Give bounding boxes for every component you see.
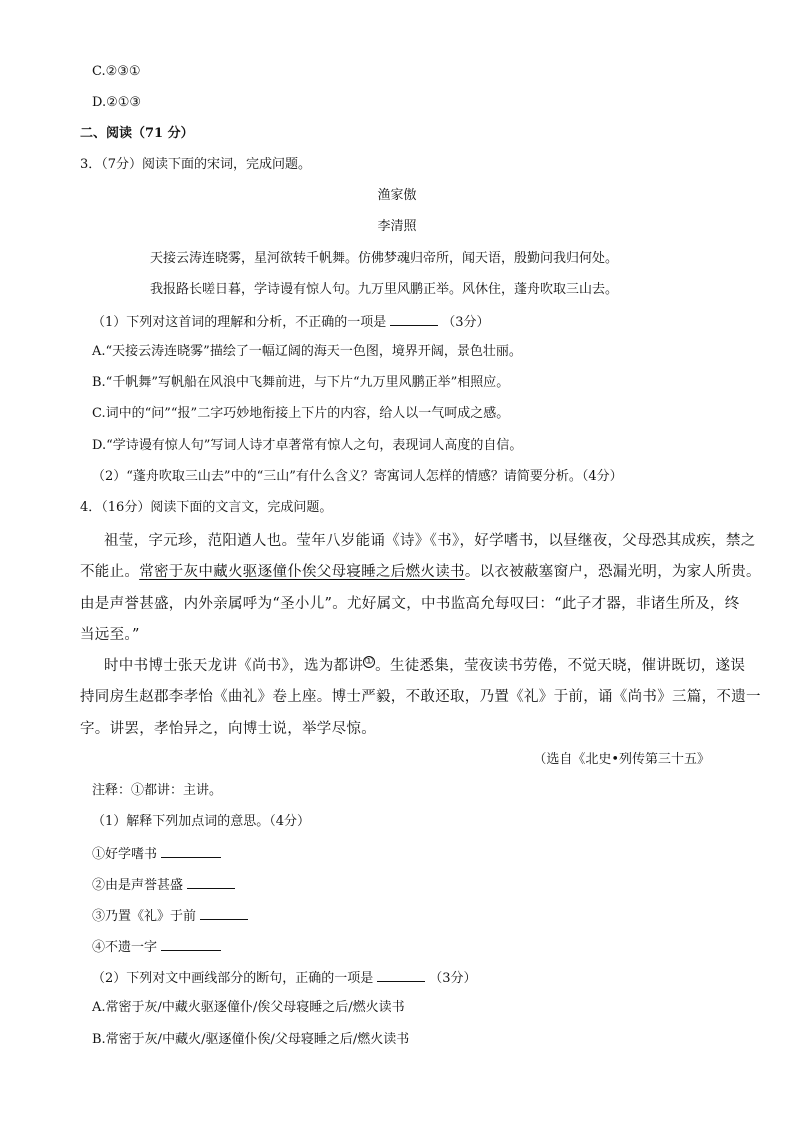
q4-option-a: A.常密于灰/中藏火驱逐僮仆/俟父母寝睡之后/燃火读书 — [92, 1000, 405, 1015]
q4-sub2-text: （2）下列对文中画线部分的断句，正确的一项是 — [92, 971, 374, 986]
poem-title: 渔家傲 — [377, 188, 417, 203]
answer-blank[interactable] — [377, 967, 425, 982]
word-item-2 — [92, 874, 239, 896]
section-heading-reading: 二、阅读（71 分） — [80, 126, 194, 141]
q3-sub1-text: （1）下列对这首词的理解和分析，不正确的一项是 — [92, 315, 387, 330]
q4-sub1: （1）解释下列加点词的意思。（4分） — [92, 814, 311, 829]
footnote: 注释：①都讲：主讲。 — [92, 783, 223, 798]
word-item-1-text: ①好学嗜书 — [92, 847, 158, 862]
q4-option-b: B.常密于灰/中藏火/驱逐僮仆俟/父母寝睡之后/燃火读书 — [92, 1032, 410, 1047]
q3-sub1 — [92, 311, 490, 333]
passage-p2-line2: 持同房生赵郡李孝怡《曲礼》卷上座。博士严毅，不敢还取，乃置《礼》于前，诵《尚书》三篇，不遗一 — [80, 689, 761, 705]
answer-blank[interactable] — [161, 843, 221, 858]
answer-blank[interactable] — [187, 874, 235, 889]
word-item-4 — [92, 936, 225, 958]
word-item-2-text: ②由是声誉甚盛 — [92, 878, 184, 893]
passage-p1-line2-start: 不能止。 — [80, 564, 140, 580]
passage-p2-line1-end: 。生徒悉集，莹夜读书劳倦，不觉天晓，催讲既切，遂误 — [375, 658, 746, 674]
poem-author: 李清照 — [377, 219, 417, 234]
word-item-3 — [92, 905, 252, 927]
q3-option-c: C.词中的“问”“报”二字巧妙地衔接上下片的内容，给人以一气呵成之感。 — [92, 406, 510, 421]
passage-p2-line1-start: 时中书博士张天龙讲《尚书》，选为都讲 — [104, 658, 364, 674]
passage-p1-line2-end: 。以衣被蔽塞窗户，恐漏光明，为家人所贵。 — [464, 564, 761, 580]
q3-sub2: （2）“蓬舟吹取三山去”中的“三山”有什么含义？寄寓词人怎样的情感？请简要分析。（4分） — [92, 469, 623, 484]
answer-blank[interactable] — [161, 936, 221, 951]
q3-option-b: B.“千帆舞”写帆船在风浪中飞舞前进，与下片“九万里风鹏正举”相照应。 — [92, 375, 510, 390]
passage-p1-line4: 当远至。” — [80, 627, 140, 643]
poem-line-1: 天接云涛连晓雾，星河欲转千帆舞。仿佛梦魂归帝所，闻天语，殷勤问我归何处。 — [150, 251, 619, 266]
q3-option-a: A.“天接云涛连晓雾”描绘了一幅辽阔的海天一色图，境界开阔，景色壮丽。 — [92, 344, 522, 359]
passage-p2-line3: 字。讲罢，孝怡异之，向博士说，举学尽惊。 — [80, 721, 376, 737]
answer-blank[interactable] — [200, 905, 248, 920]
answer-blank[interactable] — [390, 311, 438, 326]
option-d-prev: D.②①③ — [92, 95, 142, 110]
q3-option-d: D.“学诗谩有惊人句”写词人诗才卓著常有惊人之句，表现词人高度的自信。 — [92, 438, 523, 453]
word-item-4-text: ④不遗一字 — [92, 940, 158, 955]
underlined-sentence: 常密于灰中藏火驱逐僮仆俟父母寝睡之后燃火读书 — [139, 564, 465, 580]
passage-p1-line1: 祖莹，字元珍，范阳遒人也。莹年八岁能诵《诗》《书》，好学嗜书，以昼继夜，父母恐其成疾，禁之 — [104, 533, 756, 549]
word-item-3-text: ③乃置《礼》于前 — [92, 909, 197, 924]
option-c-prev: C.②③① — [92, 64, 141, 79]
footnote-marker: ① — [364, 656, 374, 668]
q3-stem: 3．（7分）阅读下面的宋词，完成问题。 — [80, 157, 312, 172]
q3-sub1-score: （3分） — [442, 315, 490, 330]
q4-sub2-score: （3分） — [429, 971, 477, 986]
word-item-1 — [92, 843, 225, 865]
passage-p1-line3: 由是声誉甚盛，内外亲属呼为“圣小儿”。尤好属文，中书监高允每叹曰：“此子才器，非诸生所及，终 — [80, 596, 740, 612]
passage-p2-line1 — [104, 656, 745, 676]
q4-stem: 4．（16分）阅读下面的文言文，完成问题。 — [80, 500, 333, 515]
q4-sub2 — [92, 967, 477, 989]
passage-source: （选自《北史•列传第三十五》 — [533, 752, 710, 767]
passage-p1-line2 — [80, 562, 761, 582]
poem-line-2: 我报路长嗟日暮，学诗谩有惊人句。九万里风鹏正举。风休住，蓬舟吹取三山去。 — [150, 282, 619, 297]
